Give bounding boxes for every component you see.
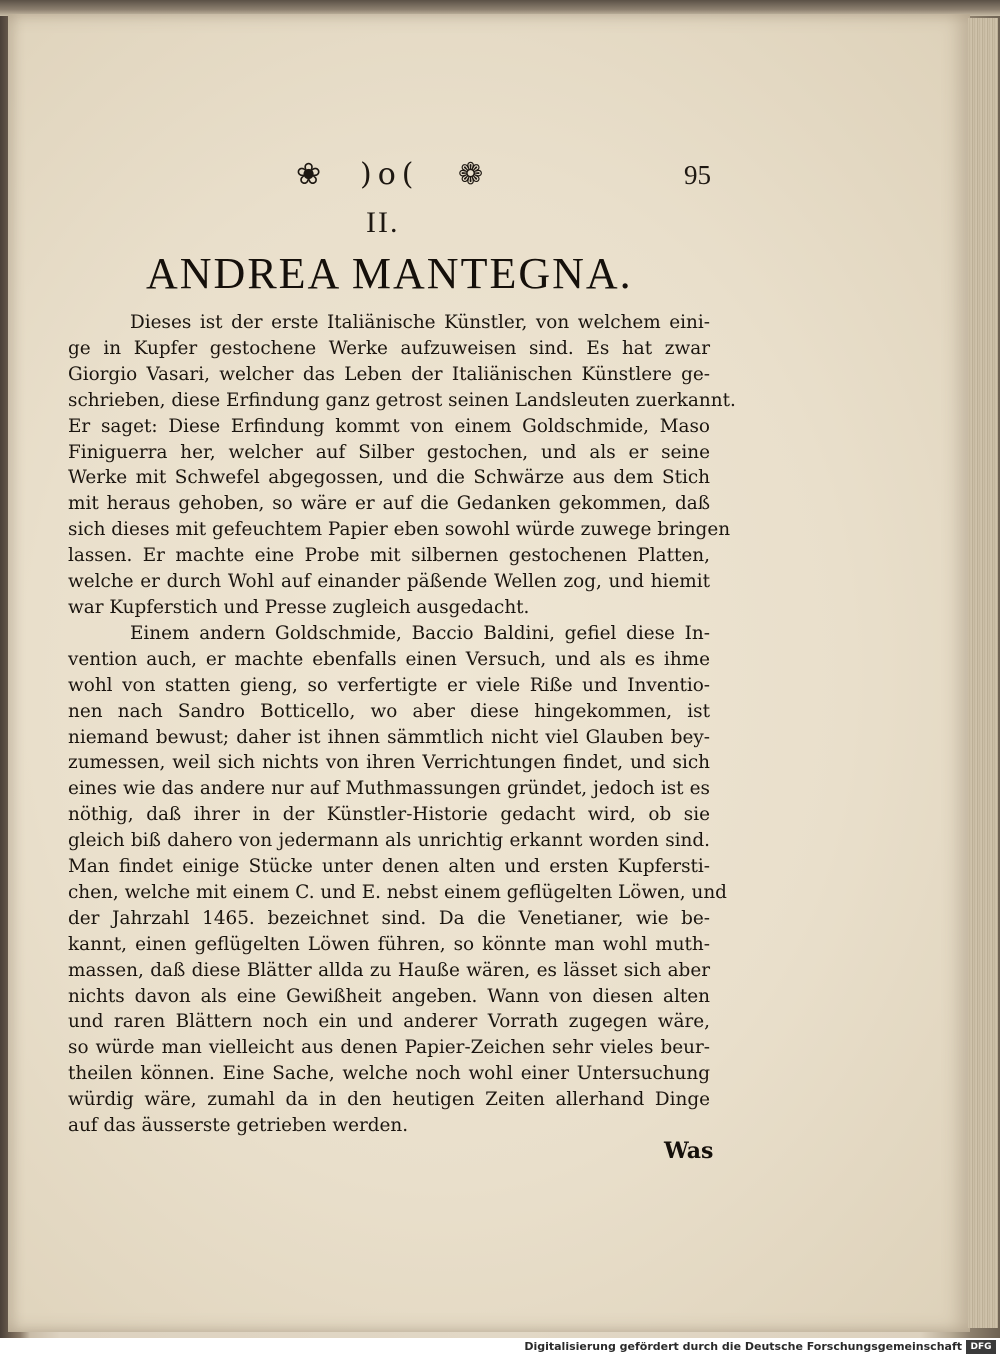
text-line: Dieses ist der erste Italiänische Künstler, von welchem eini-: [130, 312, 710, 333]
text-line: der Jahrzahl 1465. bezeichnet sind. Da die Venetianer, wie be-: [68, 907, 710, 929]
text-line: chen, welche mit einem C. und E. nebst einem geflügelten Löwen, und: [68, 881, 727, 903]
text-line: Er saget: Diese Erfindung kommt von einem Goldschmide, Maso: [68, 415, 710, 437]
chapter-title: ANDREA MANTEGNA.: [146, 249, 633, 298]
dfg-logo-icon: DFG: [966, 1340, 996, 1354]
text-line: kannt, einen geflügelten Löwen führen, so könnte man wohl muth-: [68, 933, 710, 955]
paragraph-2: [68, 621, 727, 1139]
page-edges: [968, 18, 998, 1328]
text-line: nichts davon als eine Gewißheit angeben. Wann von diesen alten: [68, 985, 710, 1007]
text-line: theilen können. Eine Sache, welche noch wohl einer Untersuchung: [68, 1063, 710, 1085]
body-text: [68, 310, 736, 1139]
text-line: wohl von statten gieng, so verfertigte er viele Riße und Inventio-: [68, 674, 710, 696]
text-line: Giorgio Vasari, welcher das Leben der Italiänischen Künstlere ge-: [68, 363, 710, 385]
paragraph-1: [68, 310, 736, 621]
text-line: nöthig, daß ihrer in der Künstler-Historie gedacht wird, ob sie: [68, 804, 710, 826]
text-line: niemand bewust; daher ist ihnen sämmtlich nicht viel Glauben bey-: [68, 726, 710, 748]
text-line: lassen. Er machte eine Probe mit silbernen gestochenen Platten,: [68, 545, 710, 567]
header-parens: )o(: [360, 157, 420, 192]
text-line: massen, daß diese Blätter allda zu Hauße wären, es lässet sich aber: [68, 959, 710, 981]
page-number: 95: [684, 160, 711, 190]
text-line: und raren Blättern noch ein und anderer Vorrath zugegen wäre,: [68, 1011, 710, 1033]
flower-ornament-left-icon: ❀: [296, 157, 322, 192]
text-line: würdig wäre, zumahl da in den heutigen Zeiten allerhand Dinge: [68, 1089, 710, 1111]
text-line: Man findet einige Stücke unter denen alten und ersten Kupfersti-: [68, 856, 710, 878]
text-line: zumessen, weil sich nichts von ihren Verrichtungen findet, und sich: [68, 752, 710, 774]
text-line: gleich biß dahero von jedermann als unrichtig erkannt worden sind.: [68, 830, 710, 852]
text-line: vention auch, er machte ebenfalls einen Versuch, und als es ihme: [68, 648, 710, 670]
text-line: auf das äusserste getrieben werden.: [68, 1115, 409, 1137]
text-line: mit heraus gehoben, so wäre er auf die Gedanken gekommen, daß: [68, 493, 710, 515]
catchword: Was: [664, 1138, 714, 1164]
text-line: sich dieses mit gefeuchtem Papier eben sowohl würde zuwege bringen: [68, 519, 731, 541]
text-line: nen nach Sandro Botticello, wo aber diese hingekommen, ist: [68, 700, 710, 722]
text-line: Einem andern Goldschmide, Baccio Baldini, gefiel diese In-: [130, 622, 710, 644]
text-line: Werke mit Schwefel abgegossen, und die Schwärze aus dem Stich: [68, 467, 710, 489]
running-header: [0, 152, 960, 198]
flower-ornament-right-icon: ❁: [458, 157, 484, 192]
chapter-number: II.: [366, 206, 400, 239]
text-line: war Kupferstich und Presse zugleich ausgedacht.: [68, 596, 530, 618]
text-line: so würde man vielleicht aus denen Papier-Zeichen sehr vieles beur-: [68, 1037, 710, 1059]
text-line: schrieben, diese Erfindung ganz getrost seinen Landsleuten zuerkannt.: [68, 389, 736, 411]
text-line: eines wie das andere nur auf Muthmassungen gründet, jedoch ist es: [68, 778, 710, 800]
text-line: welche er durch Wohl auf einander päßende Wellen zog, und hiemit: [68, 571, 710, 593]
digitization-credit: Digitalisierung gefördert durch die Deutsche Forschungsgemeinschaft: [524, 1340, 962, 1353]
text-line: Finiguerra her, welcher auf Silber gestochen, und als er seine: [68, 441, 710, 463]
text-line: ge in Kupfer gestochene Werke aufzuweisen sind. Es hat zwar: [68, 337, 710, 359]
